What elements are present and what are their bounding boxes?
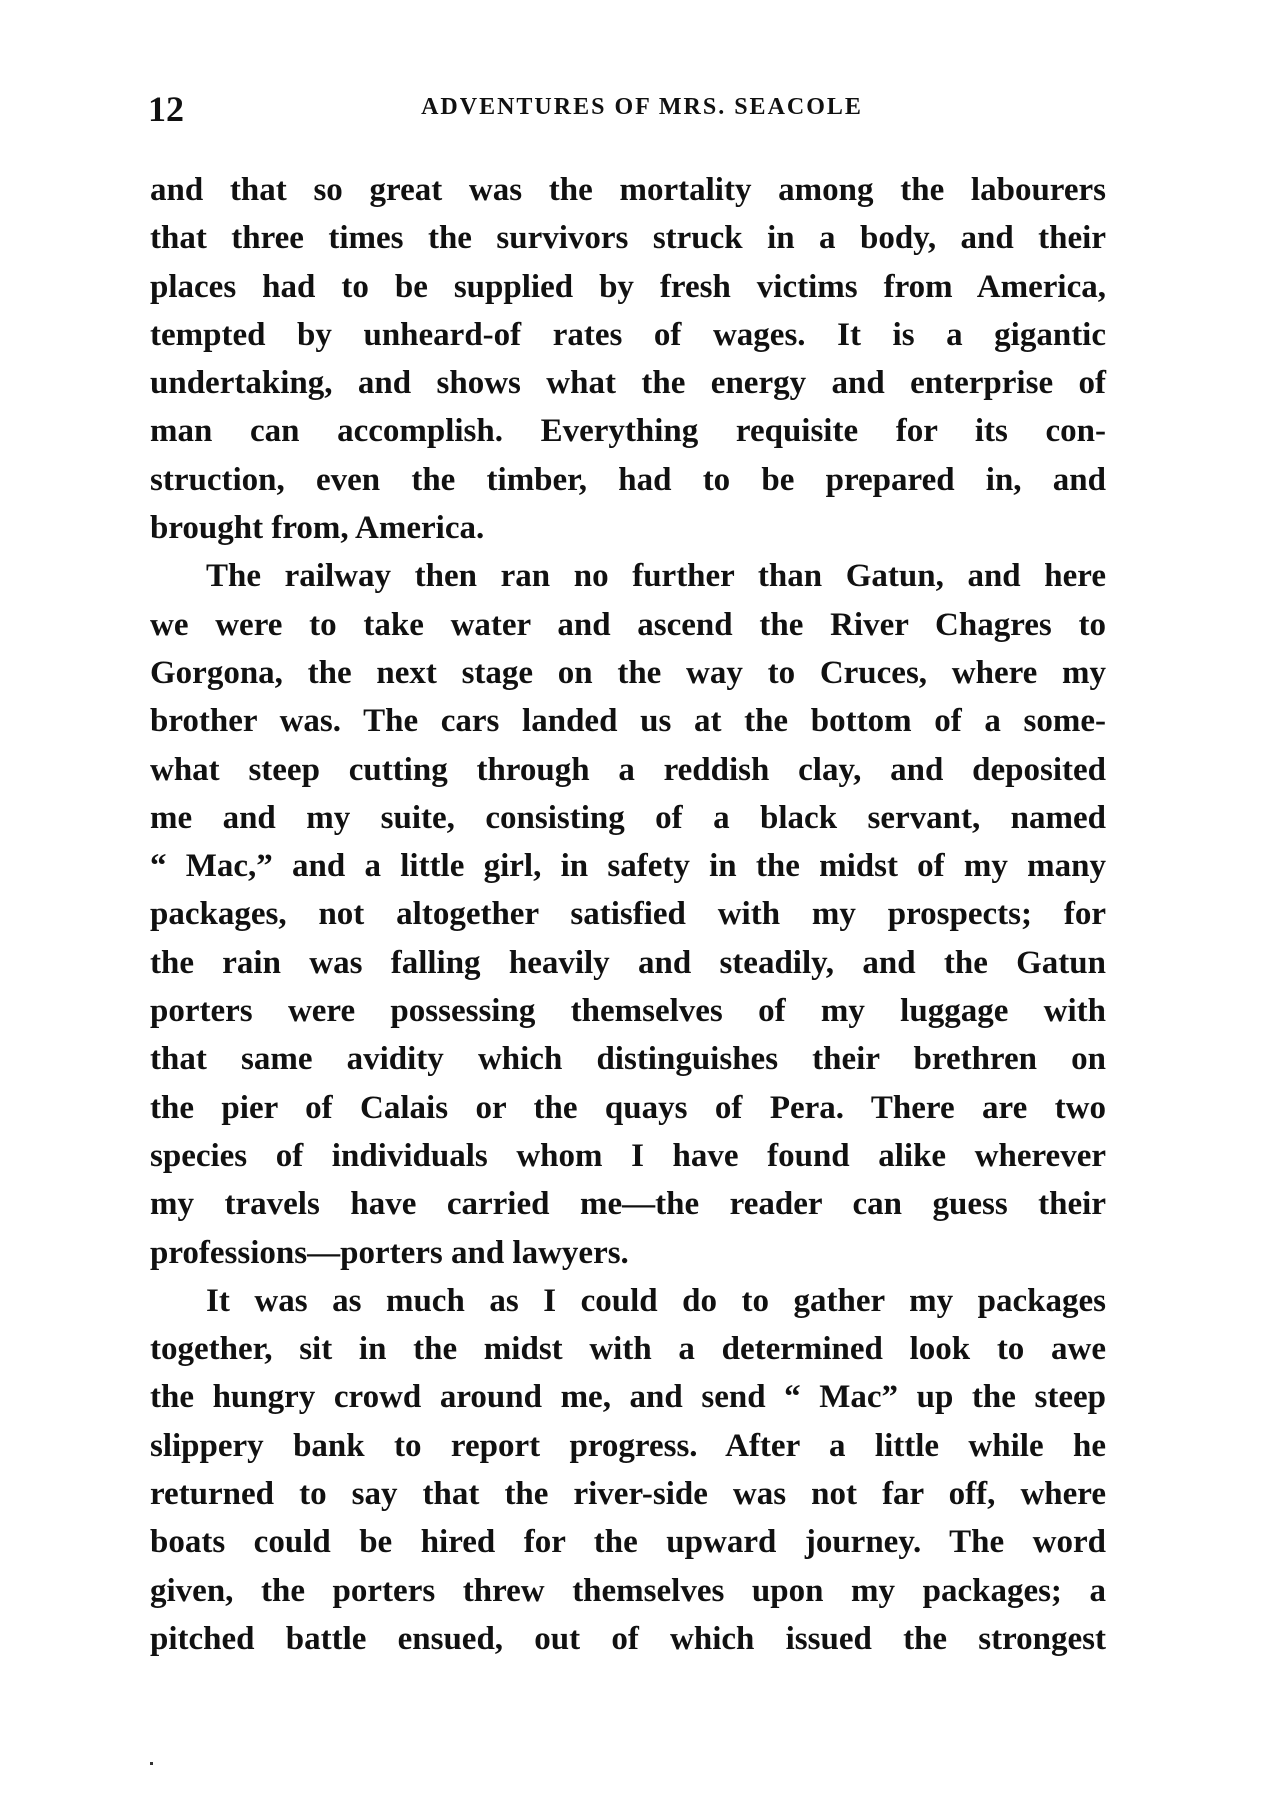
text-line: that three times the survivors struck in a body, and their	[150, 220, 1106, 257]
text-line: the rain was falling heavily and steadily, and the Gatun	[150, 944, 1106, 981]
text-line: together, sit in the midst with a determined look to awe	[150, 1331, 1106, 1368]
text-line: species of individuals whom I have found alike wherever	[150, 1137, 1106, 1174]
text-line: me and my suite, consisting of a black servant, named	[150, 799, 1106, 836]
scan-speck	[150, 1762, 153, 1765]
text-line: The railway then ran no further than Gatun, and here	[206, 558, 1106, 595]
text-line: returned to say that the river-side was not far off, where	[150, 1476, 1106, 1513]
text-line: struction, even the timber, had to be prepared in, and	[150, 461, 1106, 498]
text-line: slippery bank to report progress. After a little while he	[150, 1427, 1106, 1464]
text-line: and that so great was the mortality among the labourers	[150, 172, 1106, 208]
paragraph	[150, 1277, 1106, 1663]
page-header	[148, 88, 1106, 132]
text-line: we were to take water and ascend the River Chagres to	[150, 606, 1106, 643]
text-line: boats could be hired for the upward journey. The word	[150, 1524, 1106, 1561]
paragraph	[150, 166, 1106, 552]
text-line: porters were possessing themselves of my luggage with	[150, 993, 1106, 1030]
paragraph	[150, 552, 1106, 1276]
text-line: professions—porters and lawyers.	[150, 1234, 629, 1271]
text-line: It was as much as I could do to gather my packages	[206, 1282, 1106, 1319]
text-line: the hungry crowd around me, and send “ Mac” up the steep	[150, 1379, 1106, 1416]
text-line: undertaking, and shows what the energy and enterprise of	[150, 365, 1106, 402]
text-line: my travels have carried me—the reader can guess their	[150, 1186, 1106, 1223]
text-line: brother was. The cars landed us at the bottom of a some-	[150, 703, 1106, 740]
running-title: ADVENTURES OF MRS. SEACOLE	[421, 94, 863, 120]
text-line: man can accomplish. Everything requisite for its con-	[150, 413, 1106, 450]
text-line: places had to be supplied by fresh victims from America,	[150, 268, 1106, 305]
text-line: tempted by unheard-of rates of wages. It is a gigantic	[150, 316, 1106, 353]
text-line: Gorgona, the next stage on the way to Cruces, where my	[150, 654, 1106, 691]
page-body	[150, 166, 1106, 1663]
text-line: packages, not altogether satisfied with my prospects; for	[150, 896, 1106, 933]
text-line: that same avidity which distinguishes their brethren on	[150, 1041, 1106, 1078]
text-line: given, the porters threw themselves upon my packages; a	[150, 1572, 1106, 1609]
text-line: the pier of Calais or the quays of Pera. There are two	[150, 1089, 1106, 1126]
page-number: 12	[148, 89, 184, 129]
text-line: “ Mac,” and a little girl, in safety in the midst of my many	[150, 848, 1106, 885]
text-line: what steep cutting through a reddish clay, and deposited	[150, 751, 1106, 788]
text-line: brought from, America.	[150, 510, 485, 547]
text-line: pitched battle ensued, out of which issued the strongest	[150, 1620, 1106, 1657]
